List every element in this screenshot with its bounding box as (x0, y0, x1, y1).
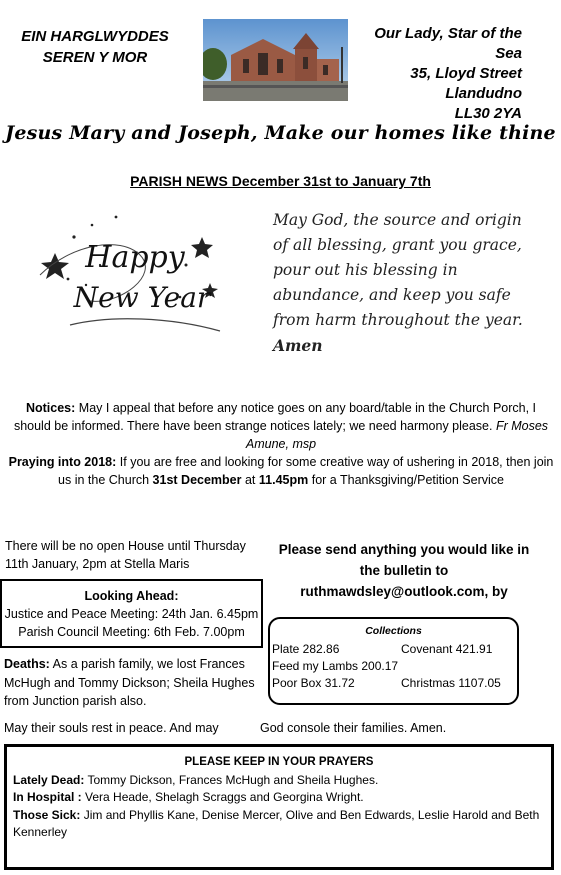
church-photo (203, 19, 348, 101)
deaths-notice (4, 655, 262, 711)
deaths-label: Deaths: (4, 657, 50, 671)
church-address (360, 24, 522, 124)
deaths-peace-line: May their souls rest in peace. And may (4, 721, 219, 735)
welsh-name-line2: SEREN Y MOR (42, 49, 148, 66)
in-hospital-names: Vera Heade, Shelagh Scraggs and Georgina Wright. (85, 790, 364, 804)
address-line2: 35, Lloyd Street (410, 65, 522, 82)
collection-plate: Plate 282.86 (272, 642, 340, 656)
collections-box (268, 617, 519, 705)
praying-date: 31st December (152, 473, 242, 487)
looking-ahead-item: Parish Council Meeting: 6th Feb. 7.00pm (18, 625, 245, 639)
notices-signature: Fr Moses Amune, msp (245, 419, 549, 451)
parish-news-title: PARISH NEWS December 31st to January 7th (130, 173, 431, 189)
collection-christmas: Christmas 1107.05 (401, 676, 501, 690)
prayers-in-hospital (13, 789, 545, 807)
blessing-amen: Amen (273, 336, 323, 355)
welsh-name-line1: EIN HARGLWYDDES (21, 28, 169, 45)
send-bulletin-notice: Please send anything you would like in the bulletin to ruthmawdsley@outlook.com, by (278, 542, 530, 599)
lately-dead-label: Lately Dead: (13, 772, 85, 787)
prayers-those-sick (13, 807, 545, 842)
motto-heading: Jesus Mary and Joseph, Make our homes like thine (5, 122, 556, 144)
address-line4: LL30 2YA (454, 105, 522, 122)
deaths-text: As a parish family, we lost Frances McHugh and Tommy Dickson; Sheila Hughes from Junction parish also. (4, 657, 255, 708)
collection-feed-my-lambs: Feed my Lambs 200.17 (272, 659, 399, 673)
praying-text-c: for a Thanksgiving/Petition Service (311, 473, 504, 487)
looking-ahead-title: Looking Ahead: (84, 589, 179, 603)
happy-new-year-graphic (30, 205, 240, 345)
graphic-word-happy: Happy (85, 240, 185, 275)
notices-label: Notices: (25, 401, 76, 415)
praying-time: 11.45pm (258, 473, 309, 487)
those-sick-label: Those Sick: (13, 807, 81, 822)
looking-ahead-item: Justice and Peace Meeting: 24th Jan. 6.45pm (4, 607, 259, 621)
notices-text: May I appeal that before any notice goes on any board/table in the Church Porch, I should be informed. There have been strange notices lately; we need harmony please. (13, 401, 537, 433)
address-line3: Llandudno (445, 85, 522, 102)
new-year-blessing (273, 208, 535, 359)
praying-text-b: at (244, 473, 256, 487)
collections-title: Collections (365, 625, 422, 637)
blessing-text: May God, the source and origin of all blessing, grant you grace, pour out his blessing in abundance, and keep you safe from harm throughout the year. (273, 211, 523, 329)
collection-covenant: Covenant 421.91 (401, 642, 493, 656)
welsh-church-name (10, 26, 180, 68)
open-house-notice: There will be no open House until Thursday 11th January, 2pm at Stella Maris (5, 539, 246, 571)
prayers-title: PLEASE KEEP IN YOUR PRAYERS (184, 756, 374, 768)
graphic-word-new-year: New Year (73, 281, 211, 314)
those-sick-names: Jim and Phyllis Kane, Denise Mercer, Olive and Ben Edwards, Leslie Harold and Beth Kennerley (13, 807, 540, 839)
prayers-box (4, 744, 554, 870)
lately-dead-names: Tommy Dickson, Frances McHugh and Sheila Hughes. (87, 772, 379, 787)
prayers-lately-dead (13, 772, 545, 790)
collection-poor-box: Poor Box 31.72 (272, 676, 355, 690)
notices-section (6, 399, 556, 489)
praying-text-a: If you are free and looking for some creative way of ushering in 2018, then join us in the Church (58, 455, 554, 487)
praying-label: Praying into 2018: (8, 455, 117, 469)
address-line1: Our Lady, Star of the Sea (374, 25, 522, 62)
looking-ahead-box (0, 579, 263, 648)
deaths-console-line: God console their families. Amen. (260, 721, 447, 735)
in-hospital-label: In Hospital : (13, 790, 82, 804)
star-icon (191, 237, 213, 258)
